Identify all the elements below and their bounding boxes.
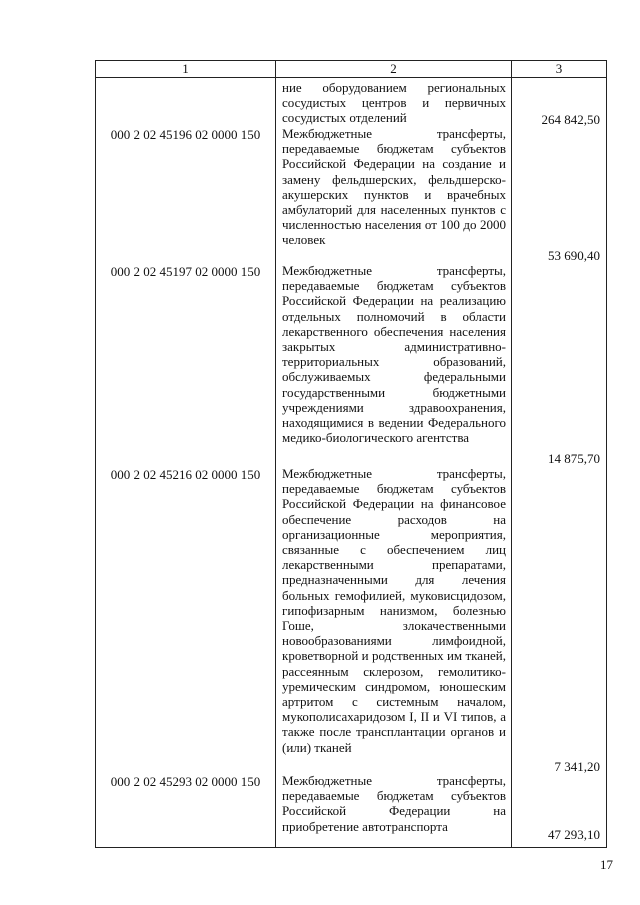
row-4-description: Межбюджетные трансферты, передаваемые бюджетам субъектов Российской Федерации на приобретение автотранспорта <box>282 773 506 834</box>
header-col-2: 2 <box>390 61 397 76</box>
header-divider <box>96 77 606 78</box>
lead-amount: 264 842,50 <box>541 112 600 127</box>
row-1-description: Межбюджетные трансферты, передаваемые бюджетам субъектов Российской Федерации на создание и замену фельдшерских, фельдшерско-акушерских пунктов и врачебных амбулаторий для населенных пунктов с численностью населения от 100 до 2000 человек <box>282 126 506 248</box>
row-4-code: 000 2 02 45293 02 0000 150 <box>110 774 261 789</box>
header-col-3: 3 <box>555 61 563 76</box>
lead-description: ние оборудованием региональных сосудистых центров и первичных сосудистых отделений <box>282 80 506 126</box>
row-4-amount: 47 293,10 <box>548 827 600 842</box>
column-divider-1 <box>275 61 276 847</box>
row-1-code: 000 2 02 45196 02 0000 150 <box>110 127 261 142</box>
row-1-amount: 53 690,40 <box>548 248 600 263</box>
page-number: 17 <box>600 857 613 872</box>
row-2-amount: 14 875,70 <box>548 451 600 466</box>
budget-table <box>95 60 607 848</box>
row-3-description: Межбюджетные трансферты, передаваемые бюджетам субъектов Российской Федерации на финансовое обеспечение расходов на организационные мероприятия, связанные с обеспечением лиц лекарственными препаратами, предназначенными для лечения больных гемофилией, муковисцидозом, гипофизарным нанизмом, болезнью Гоше, злокачественными новообразованиями лимфоидной, кроветворной и родственных им тканей, рассеянным склерозом, гемолитико-уремическим синдромом, юношеским артритом с системным началом, мукополисахаридозом I, II и VI типов, а также после трансплантации органов и (или) тканей <box>282 466 506 755</box>
row-2-description: Межбюджетные трансферты, передаваемые бюджетам субъектов Российской Федерации на реализацию отдельных полномочий в области лекарственного обеспечения населения закрытых административно-территориальных образований, обслуживаемых федеральными государственными бюджетными учреждениями здравоохранения, находящимися в ведении Федерального медико-биологического агентства <box>282 263 506 446</box>
row-2-code: 000 2 02 45197 02 0000 150 <box>110 264 261 279</box>
row-3-amount: 7 341,20 <box>554 759 600 774</box>
row-3-code: 000 2 02 45216 02 0000 150 <box>110 467 261 482</box>
header-col-1: 1 <box>182 61 189 76</box>
